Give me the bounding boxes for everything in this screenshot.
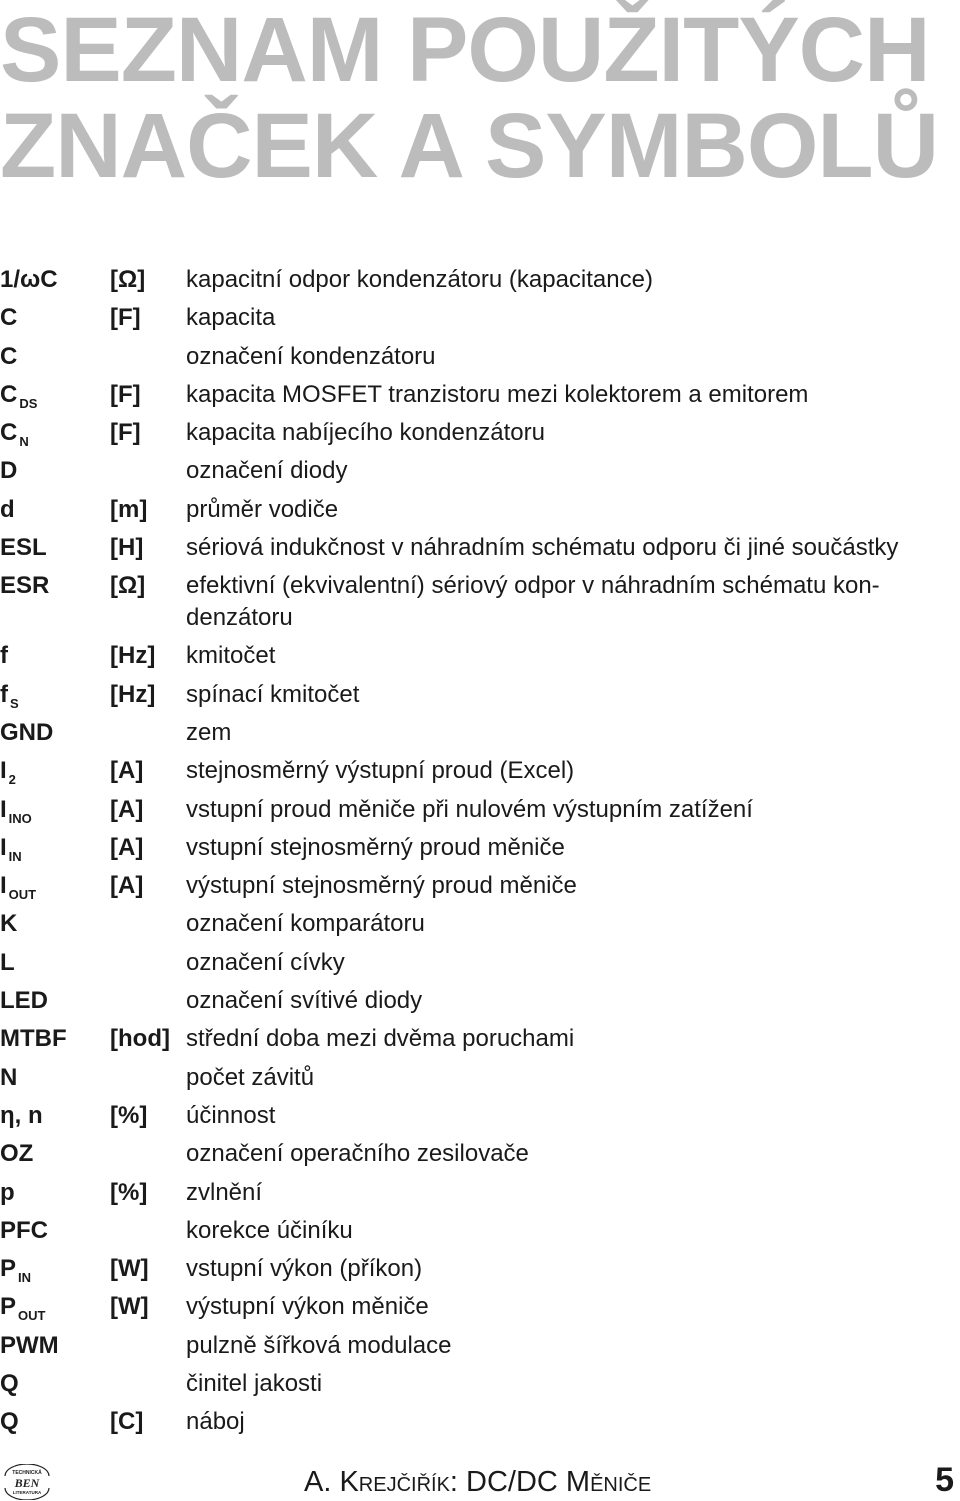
- symbol-name: [0, 982, 110, 1020]
- symbol-name: [0, 567, 110, 605]
- symbol-name: [0, 829, 110, 867]
- symbol-name: [0, 867, 110, 905]
- symbol-main: I: [0, 872, 7, 900]
- symbol-row: [0, 1059, 958, 1097]
- symbol-unit: [W]: [110, 1255, 149, 1283]
- symbol-name: [0, 491, 110, 529]
- symbol-row: [0, 944, 958, 982]
- symbol-description: vstupní proud měniče při nulovém výstupním zatížení: [186, 795, 753, 823]
- symbol-row: [0, 752, 958, 790]
- symbol-description: stejnosměrný výstupní proud (Excel): [186, 757, 575, 785]
- symbol-name: [0, 338, 110, 376]
- symbol-name: [0, 905, 110, 943]
- symbol-subscript: N: [19, 434, 29, 450]
- symbol-row: [0, 1097, 958, 1135]
- symbol-name: [0, 637, 110, 675]
- symbol-description: vstupní stejnosměrný proud měniče: [186, 833, 565, 861]
- symbol-name: [0, 1212, 110, 1250]
- symbol-name: [0, 1135, 110, 1173]
- symbol-description: zem: [186, 718, 232, 746]
- symbol-row: [0, 1250, 958, 1288]
- symbol-row: [0, 452, 958, 490]
- symbol-unit: [C]: [110, 1408, 144, 1436]
- symbol-row: [0, 791, 958, 829]
- symbol-main: f: [0, 642, 8, 670]
- symbol-row: [0, 829, 958, 867]
- symbol-description: kapacita nabíjecího kondenzátoru: [186, 419, 545, 447]
- symbol-description: činitel jakosti: [186, 1370, 323, 1398]
- symbol-main: C: [0, 380, 18, 408]
- symbol-subscript: S: [10, 695, 19, 711]
- symbol-main: Q: [0, 1408, 19, 1436]
- symbol-name: [0, 414, 110, 452]
- footer-author-title: A. Krejčiřík: DC/DC Měniče: [304, 1466, 652, 1498]
- symbol-row: [0, 1135, 958, 1173]
- svg-text:BEN: BEN: [14, 1476, 40, 1490]
- symbol-main: C: [0, 342, 18, 370]
- symbol-description: efektivní (ekvivalentní) sériový odpor v náhradním schématu kon-denzátoru: [186, 572, 880, 632]
- symbol-row: [0, 491, 958, 529]
- symbol-description: kapacita MOSFET tranzistoru mezi kolektorem a emitorem: [186, 380, 809, 408]
- symbol-row: [0, 905, 958, 943]
- symbol-unit: [Hz]: [110, 642, 156, 670]
- symbol-row: [0, 637, 958, 675]
- symbol-description: označení cívky: [186, 948, 345, 976]
- symbol-row: [0, 338, 958, 376]
- symbol-name: [0, 1059, 110, 1097]
- symbol-main: D: [0, 457, 18, 485]
- symbol-subscript: 2: [8, 772, 16, 788]
- symbol-list: [0, 261, 958, 1442]
- symbol-main: LED: [0, 987, 48, 1015]
- symbol-unit: [A]: [110, 833, 144, 861]
- symbol-main: PWM: [0, 1331, 59, 1359]
- symbol-description: sériová indukčnost v náhradním schématu odporu či jiné součástky: [186, 534, 899, 562]
- symbol-row: [0, 1403, 958, 1441]
- symbol-description: kmitočet: [186, 642, 276, 670]
- symbol-unit: [F]: [110, 380, 141, 408]
- symbol-subscript: DS: [19, 395, 38, 411]
- symbol-description: účinnost: [186, 1101, 276, 1129]
- symbol-row: [0, 1288, 958, 1326]
- symbol-row: [0, 1020, 958, 1058]
- symbol-description: označení diody: [186, 457, 348, 485]
- symbol-main: C: [0, 419, 18, 447]
- symbol-subscript: OUT: [8, 887, 37, 903]
- symbol-name: [0, 529, 110, 567]
- symbol-unit: [hod]: [110, 1025, 170, 1053]
- symbol-unit: [W]: [110, 1293, 149, 1321]
- symbol-unit: [A]: [110, 795, 144, 823]
- symbol-row: [0, 299, 958, 337]
- symbol-unit: [Hz]: [110, 680, 156, 708]
- symbol-main: K: [0, 910, 18, 938]
- symbol-name: [0, 1403, 110, 1441]
- symbol-main: f: [0, 680, 8, 708]
- symbol-description: kapacita: [186, 304, 276, 332]
- symbol-name: [0, 1020, 110, 1058]
- symbol-name: [0, 1097, 110, 1135]
- symbol-row: [0, 261, 958, 299]
- symbol-name: [0, 791, 110, 829]
- symbol-subscript: INO: [8, 810, 32, 826]
- symbol-main: PFC: [0, 1216, 48, 1244]
- symbol-unit: [F]: [110, 304, 141, 332]
- symbol-main: I: [0, 833, 7, 861]
- symbol-main: C: [0, 304, 18, 332]
- symbol-description: náboj: [186, 1408, 245, 1436]
- symbol-description: označení operačního zesilovače: [186, 1140, 529, 1168]
- symbol-row: [0, 414, 958, 452]
- symbol-subscript: OUT: [18, 1308, 46, 1324]
- symbol-row: [0, 567, 958, 637]
- symbol-row: [0, 1174, 958, 1212]
- symbol-name: [0, 1174, 110, 1212]
- symbol-unit: [H]: [110, 534, 144, 562]
- symbol-main: L: [0, 948, 15, 976]
- symbol-row: [0, 1327, 958, 1365]
- page-title-line2: ZNAČEK A SYMBOLŮ: [0, 95, 939, 197]
- symbol-row: [0, 1365, 958, 1403]
- symbol-main: MTBF: [0, 1025, 67, 1053]
- symbol-main: I: [0, 795, 7, 823]
- symbol-unit: [%]: [110, 1178, 148, 1206]
- symbol-subscript: IN: [18, 1270, 32, 1286]
- symbol-main: ESR: [0, 572, 50, 600]
- page-title-line1: SEZNAM POUŽITÝCH: [0, 0, 930, 101]
- symbol-main: 1/ωC: [0, 266, 58, 293]
- symbol-name: [0, 1365, 110, 1403]
- symbol-description: střední doba mezi dvěma poruchami: [186, 1025, 575, 1053]
- symbol-name: [0, 944, 110, 982]
- page-number: 5: [935, 1461, 954, 1499]
- symbol-description: spínací kmitočet: [186, 680, 360, 708]
- symbol-description: výstupní výkon měniče: [186, 1293, 429, 1321]
- symbol-unit: [%]: [110, 1101, 148, 1129]
- symbol-name: [0, 1327, 110, 1365]
- symbol-description: počet závitů: [186, 1063, 315, 1091]
- symbol-description: korekce účiníku: [186, 1216, 353, 1244]
- symbol-unit: [A]: [110, 757, 144, 785]
- symbol-name: [0, 1288, 110, 1326]
- symbol-main: Q: [0, 1370, 19, 1398]
- page-footer: [0, 1458, 960, 1501]
- svg-text:LITERATURA: LITERATURA: [12, 1490, 42, 1495]
- symbol-description: pulzně šířková modulace: [186, 1331, 452, 1359]
- symbol-main: d: [0, 495, 15, 523]
- symbol-unit: [Ω]: [110, 572, 146, 600]
- symbol-main: p: [0, 1178, 15, 1206]
- page-title: [0, 0, 939, 197]
- symbol-unit: [Ω]: [110, 266, 146, 293]
- symbol-name: [0, 676, 110, 714]
- symbol-unit: [m]: [110, 495, 148, 523]
- symbol-description: kapacitní odpor kondenzátoru (kapacitance): [186, 266, 653, 293]
- symbol-row: [0, 867, 958, 905]
- symbol-row: [0, 529, 958, 567]
- symbol-description: označení komparátoru: [186, 910, 425, 938]
- symbol-description: označení svítivé diody: [186, 987, 423, 1015]
- symbol-main: P: [0, 1255, 17, 1283]
- symbol-description: zvlnění: [186, 1178, 263, 1206]
- symbol-description: vstupní výkon (příkon): [186, 1255, 423, 1283]
- symbol-description: průměr vodiče: [186, 495, 339, 523]
- symbol-main: I: [0, 757, 7, 785]
- svg-text:TECHNICKÁ: TECHNICKÁ: [12, 1470, 42, 1476]
- symbol-unit: [F]: [110, 419, 141, 447]
- symbol-row: [0, 1212, 958, 1250]
- symbol-row: [0, 714, 958, 752]
- symbol-description: výstupní stejnosměrný proud měniče: [186, 872, 577, 900]
- symbol-main: P: [0, 1293, 17, 1321]
- symbol-main: N: [0, 1063, 18, 1091]
- symbol-main: OZ: [0, 1140, 34, 1168]
- symbol-unit: [A]: [110, 872, 144, 900]
- symbol-row: [0, 982, 958, 1020]
- symbol-main: η, n: [0, 1101, 43, 1129]
- symbol-main: GND: [0, 718, 54, 746]
- symbol-name: [0, 376, 110, 414]
- symbol-subscript: IN: [8, 848, 22, 864]
- symbol-row: [0, 676, 958, 714]
- symbol-main: ESL: [0, 534, 47, 562]
- symbol-name: [0, 752, 110, 790]
- publisher-logo: [2, 1464, 52, 1500]
- symbol-description: označení kondenzátoru: [186, 342, 436, 370]
- symbol-name: [0, 299, 110, 337]
- symbol-name: [0, 714, 110, 752]
- symbol-name: [0, 261, 110, 299]
- symbol-row: [0, 376, 958, 414]
- symbol-name: [0, 452, 110, 490]
- symbol-name: [0, 1250, 110, 1288]
